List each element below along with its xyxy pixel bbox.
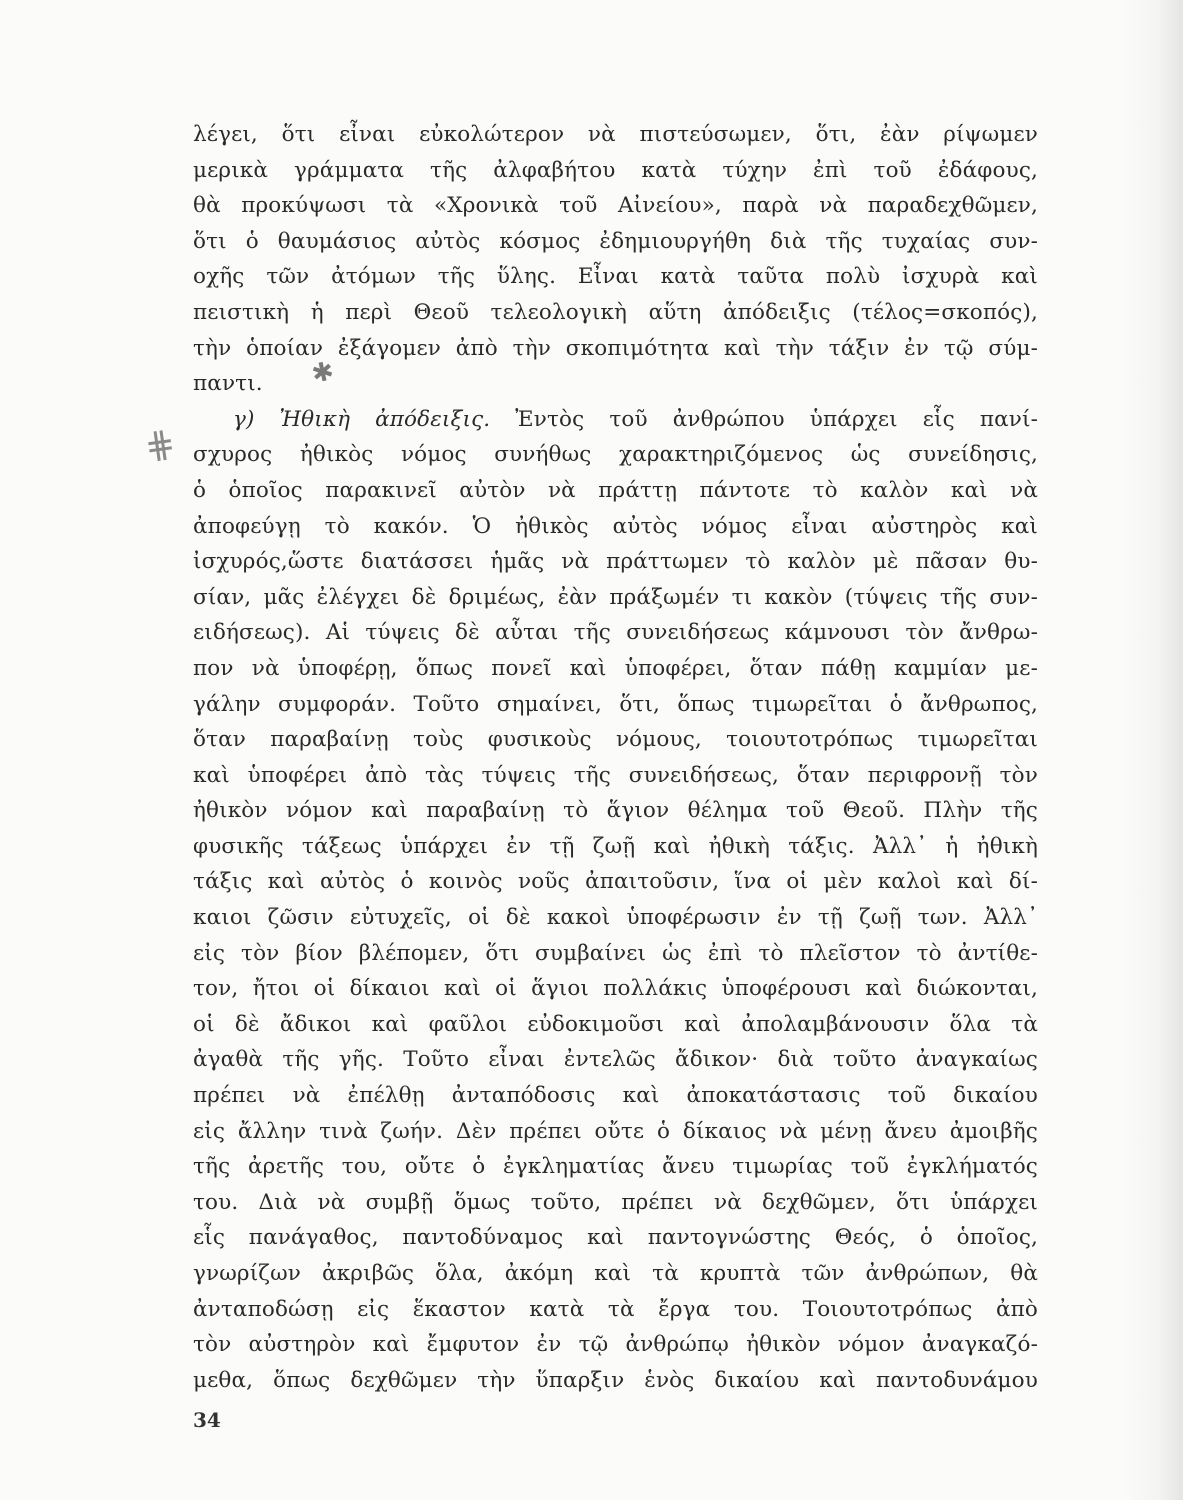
text-line: λέγει, ὅτι εἶναι εὐκολώτερον νὰ πιστεύσωμεν, ὅτι, ἐὰν ρίψωμεν — [193, 122, 1038, 147]
section-first-line — [193, 402, 1038, 438]
text-line: εἰς τὸν βίον βλέπομεν, ὅτι συμβαίνει ὡς ἐπὶ τὸ πλεῖστον τὸ ἀντίθε- — [193, 940, 1038, 966]
margin-pencil-mark: ⋕ — [142, 423, 178, 468]
page-number: 34 — [193, 1408, 221, 1432]
text-line: καὶ ὑποφέρει ἀπὸ τὰς τύψεις τῆς συνειδήσεως, ὅταν περιφρονῇ τὸν — [193, 762, 1038, 788]
text-line: ἀποφεύγῃ τὸ κακόν. Ὁ ἠθικὸς αὐτὸς νόμος εἶναι αὐστηρὸς καὶ — [193, 513, 1038, 539]
text-line: ἰσχυρός,ὥστε διατάσσει ἡμᾶς νὰ πράττωμεν τὸ καλὸν μὲ πᾶσαν θυ- — [193, 549, 1038, 575]
text-line: ὅταν παραβαίνῃ τοὺς φυσικοὺς νόμους, τοιουτοτρόπως τιμωρεῖται — [193, 727, 1038, 753]
text-line: τον, ἤτοι οἱ δίκαιοι καὶ οἱ ἅγιοι πολλάκις ὑποφέρουσι καὶ διώκονται, — [193, 976, 1038, 1002]
pencil-asterisk-mark: ✱ — [309, 356, 337, 390]
text-line: τὴν ὁποίαν ἐξάγομεν ἀπὸ τὴν σκοπιμότητα καὶ τὴν τάξιν ἐν τῷ σύμ- — [193, 335, 1038, 361]
text-line: εἷς πανάγαθος, παντοδύναμος καὶ παντογνώστης Θεός, ὁ ὁποῖος, — [193, 1225, 1038, 1251]
text-line: σχυρος ἠθικὸς νόμος συνήθως χαρακτηριζόμενος ὡς συνείδησις, — [193, 442, 1038, 468]
text-line: μερικὰ γράμματα τῆς ἀλφαβήτου κατὰ τύχην ἐπὶ τοῦ ἐδάφους, — [193, 157, 1038, 183]
text-line: παντι. — [193, 371, 263, 397]
text-line: πον νὰ ὑποφέρῃ, ὅπως πονεῖ καὶ ὑποφέρει, ὅταν πάθῃ καμμίαν με- — [193, 655, 1038, 681]
text-line: οχῆς τῶν ἀτόμων τῆς ὕλης. Εἶναι κατὰ ταῦτα πολὺ ἰσχυρὰ καὶ — [193, 264, 1038, 290]
text-line — [193, 1398, 1038, 1434]
text-line: ἠθικὸν νόμον καὶ παραβαίνῃ τὸ ἅγιον θέλημα τοῦ Θεοῦ. Πλὴν τῆς — [193, 798, 1038, 824]
section-heading: γ) Ἠθικὴ ἀπόδειξις. — [233, 406, 491, 432]
text-line: γάλην συμφοράν. Τοῦτο σημαίνει, ὅτι, ὅπως τιμωρεῖται ὁ ἄνθρωπος, — [193, 691, 1038, 717]
text-line: τῆς ἀρετῆς του, οὔτε ὁ ἐγκληματίας ἄνευ τιμωρίας τοῦ ἐγκλήματός — [193, 1154, 1038, 1180]
body-text — [193, 117, 1038, 1434]
text-line: του. Διὰ νὰ συμβῇ ὅμως τοῦτο, πρέπει νὰ δεχθῶμεν, ὅτι ὑπάρχει — [193, 1189, 1038, 1215]
text-line: οἱ δὲ ἄδικοι καὶ φαῦλοι εὐδοκιμοῦσι καὶ ἀπολαμβάνουσιν ὅλα τὰ — [193, 1011, 1038, 1037]
text-line: πειστικὴ ἡ περὶ Θεοῦ τελεολογικὴ αὕτη ἀπόδειξις (τέλος=σκοπός), — [193, 299, 1038, 325]
text-line: τάξις καὶ αὐτὸς ὁ κοινὸς νοῦς ἀπαιτοῦσιν, ἵνα οἱ μὲν καλοὶ καὶ δί- — [193, 869, 1038, 895]
text-line: πρέπει νὰ ἐπέλθῃ ἀνταπόδοσις καὶ ἀποκατάστασις τοῦ δικαίου — [193, 1083, 1038, 1109]
text-line: ειδήσεως). Αἱ τύψεις δὲ αὗται τῆς συνειδήσεως κάμνουσι τὸν ἄνθρω- — [193, 620, 1038, 646]
text-line: ὅτι ὁ θαυμάσιος αὐτὸς κόσμος ἐδημιουργήθη διὰ τῆς τυχαίας συν- — [193, 228, 1038, 254]
text-line: ὁ ὁποῖος παρακινεῖ αὐτὸν νὰ πράττῃ πάντοτε τὸ καλὸν καὶ νὰ — [193, 477, 1038, 503]
text-line: σίαν, μᾶς ἐλέγχει δὲ δριμέως, ἐὰν πράξωμέν τι κακὸν (τύψεις τῆς συν- — [193, 584, 1038, 610]
text-line: τὸν αὐστηρὸν καὶ ἔμφυτον ἐν τῷ ἀνθρώπῳ ἠθικὸν νόμον ἀναγκαζό- — [193, 1332, 1038, 1358]
text-line: καιοι ζῶσιν εὐτυχεῖς, οἱ δὲ κακοὶ ὑποφέρωσιν ἐν τῇ ζωῇ των. Ἀλλ᾿ — [193, 905, 1038, 931]
text-line: ἀγαθὰ τῆς γῆς. Τοῦτο εἶναι ἐντελῶς ἄδικον· διὰ τοῦτο ἀναγκαίως — [193, 1047, 1038, 1073]
text-line: ἀνταποδώσῃ εἰς ἕκαστον κατὰ τὰ ἔργα του. Τοιουτοτρόπως ἀπὸ — [193, 1296, 1038, 1322]
text-line: φυσικῆς τάξεως ὑπάρχει ἐν τῇ ζωῇ καὶ ἠθικὴ τάξις. Ἀλλ᾿ ἡ ἠθικὴ — [193, 833, 1038, 859]
text-line: γνωρίζων ἀκριβῶς ὅλα, ἀκόμη καὶ τὰ κρυπτὰ τῶν ἀνθρώπων, θὰ — [193, 1261, 1038, 1286]
text-line: εἰς ἄλλην τινὰ ζωήν. Δὲν πρέπει οὔτε ὁ δίκαιος νὰ μένῃ ἄνευ ἀμοιβῆς — [193, 1118, 1038, 1144]
section-first-line-text: Ἐντὸς τοῦ ἀνθρώπου ὑπάρχει εἷς πανί- — [515, 406, 1038, 432]
text-line: μεθα, ὅπως δεχθῶμεν τὴν ὕπαρξιν ἑνὸς δικαίου καὶ παντοδυνάμου — [193, 1367, 1038, 1393]
page-edge-shadow — [1123, 0, 1183, 1500]
text-line: θὰ προκύψωσι τὰ «Χρονικὰ τοῦ Αἰνείου», παρὰ νὰ παραδεχθῶμεν, — [193, 193, 1038, 219]
